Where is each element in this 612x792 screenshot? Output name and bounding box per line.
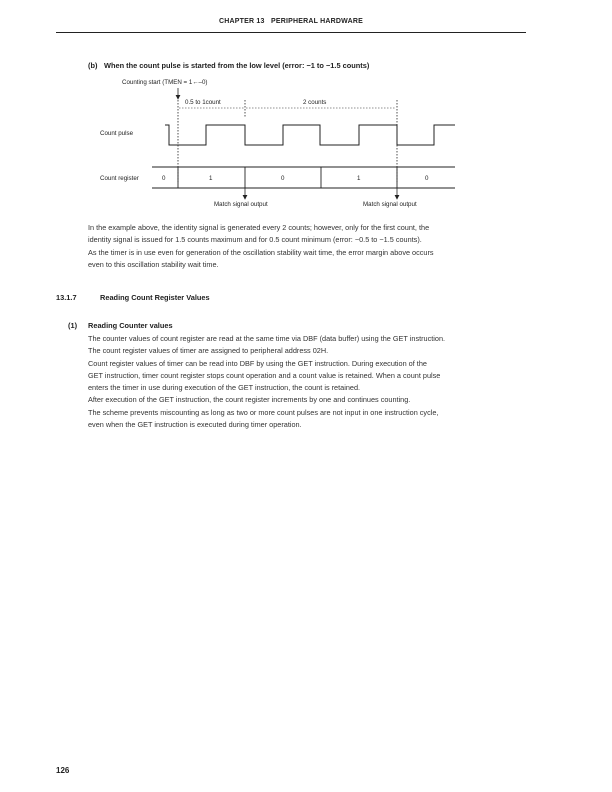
register-value: 0 [162,175,166,182]
counting-start-label: Counting start (TMEN = 1←–0) [122,79,208,86]
section-title: Reading Count Register Values [100,293,210,302]
paragraph-line: Count register values of timer can be read into DBF by using the GET instruction. During execution of the [88,358,427,368]
first-interval-label: 0.5 to 1count [185,99,221,106]
paragraph-line: In the example above, the identity signal is generated every 2 counts; however, only for the first count, the [88,223,430,232]
paragraph-line: enters the timer in use during execution of the GET instruction, the count is retained. [88,383,361,393]
paragraph-line: The scheme prevents miscounting as long as two or more count pulses are not input in one instruction cycle, [88,407,439,417]
register-value: 1 [357,175,361,182]
paragraph-line: After execution of the GET instruction, the count register increments by one and continues counting. [88,395,411,405]
page-number: 126 [56,766,70,775]
paragraph-line: identity signal is issued for 1.5 counts maximum and for 0.5 count minimum (error: −0.5 to −1.5 counts). [88,235,422,245]
paragraph-line: As the timer is in use even for generation of the oscillation stability wait time, the error margin above occurs [88,247,434,257]
paragraph-line: The counter values of count register are read at the same time via DBF (data buffer) using the GET instruction. [88,334,446,343]
header-chapter: CHAPTER 13 [219,18,265,25]
timing-diagram [0,0,612,220]
match-signal-label: Match signal output [214,201,268,208]
section-number: 13.1.7 [56,293,77,302]
match-signal-label: Match signal output [363,201,417,208]
paragraph-line: even when the GET instruction is executed during timer operation. [88,420,302,430]
subsection-1-heading [68,321,173,330]
count-pulse-label: Count pulse [100,130,134,137]
section-heading [56,293,210,302]
subsection-b-number: (b) [88,61,98,70]
reading-counter-paragraph [88,333,528,431]
subsection-1-title: Reading Counter values [88,321,173,330]
header-title: PERIPHERAL HARDWARE [271,18,363,25]
second-interval-label: 2 counts [303,99,327,106]
register-value: 1 [209,175,213,182]
paragraph-line: The count register values of timer are assigned to peripheral address 02H. [88,346,329,356]
paragraph-line: even to this oscillation stability wait time. [88,259,219,269]
example-explanation-paragraph [88,222,528,271]
register-value: 0 [425,175,429,182]
count-pulse-waveform [165,125,455,145]
subsection-1-number: (1) [68,321,78,330]
register-value: 0 [281,175,285,182]
count-register-label: Count register [100,175,139,182]
subsection-b-title: When the count pulse is started from the low level (error: −1 to −1.5 counts) [104,61,370,70]
paragraph-line: GET instruction, timer count register stops count operation and a count value is retained. When a count pulse [88,370,441,380]
